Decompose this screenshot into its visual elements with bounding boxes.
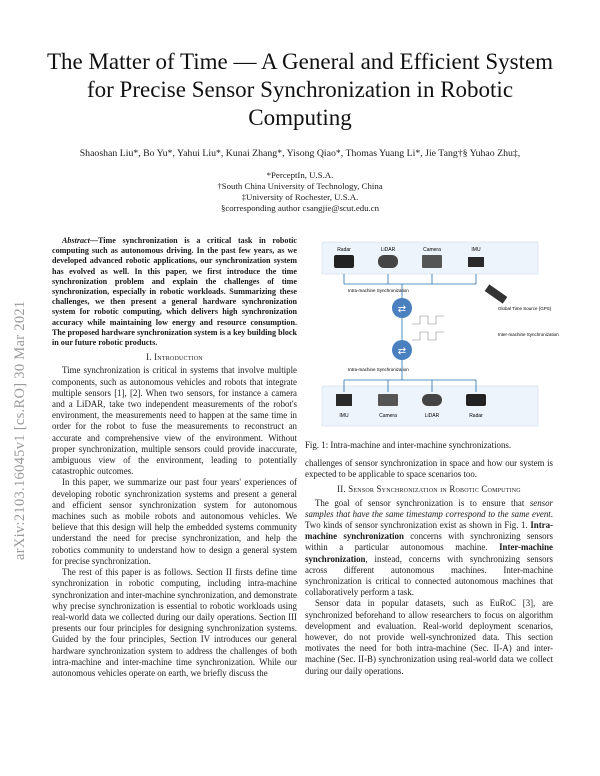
s2p1-bold-intra: Intra-machine synchronization (305, 520, 553, 542)
label-inter: Inter-machine Synchronization (498, 332, 559, 337)
figure-caption: Fig. 1: Intra-machine and inter-machine synchronizations. (305, 440, 512, 450)
imu-bottom-icon (336, 394, 352, 406)
label-lidar-bottom: LiDAR (424, 413, 440, 419)
radar-icon (334, 255, 354, 268)
imu-icon (468, 257, 484, 267)
abstract-label: Abstract (62, 236, 90, 245)
s2p1-b: . Two kinds of sensor synchronization exist as shown in Fig. 1. (305, 508, 553, 531)
figure-sync-diagram (320, 240, 559, 440)
intro-paragraph-2: In this paper, we summarize our past four years' experiences of developing robotic synchronization systems and present a general and efficient sensor synchronization system for autonomous machines such as mobile robots and autonomous vehicles. We believe that this design will help the embedded systems community understand the need for precise synchronization, and help the robotics community to understand how to design a general system for precise synchronization. (52, 477, 297, 566)
abstract-text: —Time synchronization is a critical task in robotic computing such as autonomous driving. In the past few years, as we developed advanced robotic applications, our synchronization system has evolved as well. In this paper, we first introduce the time synchronization problem and explain the challenges of time synchronization, especially in robotic workloads. Summarizing these challenges, we then present a general hardware synchronization system for robotic computing, which delivers high synchronization accuracy while maintaining low energy and resource consumption. The proposed hardware synchronization system is a key building block in our future robotic products. (52, 236, 297, 348)
section2-paragraph-1 (305, 498, 553, 599)
affiliation-scut: †South China University of Technology, China (217, 181, 383, 191)
left-column (52, 236, 297, 679)
affiliations (150, 170, 450, 214)
label-gps: Global Time Source (GPS) (498, 306, 552, 311)
gps-satellite-icon (485, 284, 508, 303)
label-intra-top: Intra-machine Synchronization (348, 288, 409, 293)
section-heading-sensor-sync: II. Sensor Synchronization in Robotic Computing (337, 484, 521, 495)
section2-paragraph-2: Sensor data in popular datasets, such as EuRoC [3], are synchronized beforehand to allow researchers to focus on algorithm development and evaluation. Real-world deployment scenarios, however, do not provide well-synchronized data. This section motivates the need for both intra-machine (Sec. II-A) and inter-machine (Sec. II-B) synchronization using real-world data we collect during our daily operations. (305, 598, 553, 676)
intro-paragraph-1: Time synchronization is critical in systems that involve multiple components, such as autonomous vehicles and robots that integrate multiple sensors [1], [2]. When two sensors, for instance a camera and a LiDAR, take two independent measurements of the robot's environment, the measurements need to happen at the same time in order for the robot to fuse the measurements to reconstruct an accurate and comprehensive view of the environment. Without proper synchronization, multiple sensors could provide inaccurate, ambiguous view of the environment, leading to potentially catastrophic outcomes. (52, 365, 297, 477)
label-radar-top: Radar (337, 247, 351, 253)
s2p1-emphasis: sensor samples that have the same timestamp correspond to the same event (305, 497, 553, 519)
intro-paragraph-3: The rest of this paper is as follows. Section II firsts define time synchronization in robotic computing, including intra-machine synchronization and inter-machine synchronization, and demonstrate why precise synchronization is essential to robotic workloads using real-world data we collected during our daily operations. Section III presents our four principles for designing synchronization systems. Guided by the four principles, Section IV introduces our general hardware synchronization system to address the challenges of both intra-machine and inter-machine time synchronization. While our autonomous vehicles operate on earth, we briefly discuss the (52, 567, 297, 678)
label-imu-top: IMU (471, 247, 481, 253)
affiliation-rochester: ‡University of Rochester, U.S.A. (241, 192, 359, 202)
label-intra-bottom: Intra-machine Synchronization (348, 367, 409, 372)
affiliation-perceptin: *PerceptIn, U.S.A. (266, 170, 334, 180)
abstract (52, 236, 297, 348)
arxiv-identifier: arXiv:2103.16045v1 [cs.RO] 30 Mar 2021 (12, 300, 28, 560)
s2p1-bold-inter: Inter-machine synchronization (305, 542, 553, 564)
label-lidar-top: LiDAR (380, 247, 396, 253)
section-heading-introduction: I. Introduction (146, 352, 203, 363)
label-camera-top: Camera (423, 247, 441, 253)
lidar-bottom-icon (422, 394, 442, 406)
lidar-icon (378, 255, 398, 268)
camera-icon (422, 255, 442, 268)
radar-bottom-icon (466, 394, 486, 406)
paper-title: The Matter of Time — A General and Efficient System for Precise Sensor Synchronization in Robotic Computing (46, 49, 554, 130)
s2p1-c: concerns with synchronizing sensors within a particular autonomous machine. (305, 531, 553, 553)
label-imu-bottom: IMU (339, 413, 349, 419)
continuation-paragraph: challenges of sensor synchronization in space and how our system is expected to be applicable to space scenarios too. (305, 458, 553, 480)
label-camera-bottom: Camera (379, 413, 397, 419)
affiliation-corresponding: §corresponding author csangjie@scut.edu.cn (220, 203, 380, 213)
s2p1-a: The goal of sensor synchronization is to ensure that (315, 497, 530, 508)
right-column (305, 458, 553, 677)
author-list: Shaoshan Liu*, Bo Yu*, Yahui Liu*, Kunai Zhang*, Yisong Qiao*, Thomas Yuang Li*, Jie Tang†§ Yuhao Zhu‡, (79, 148, 521, 159)
camera-bottom-icon (378, 394, 398, 406)
svg-text:⇄: ⇄ (397, 346, 407, 357)
label-radar-bottom: Radar (469, 413, 483, 419)
s2p1-d: , instead, concerns with synchronizing sensors across different autonomous machines. Inter-machine synchronization is critical to connected autonomous machines that collaboratively perform a task. (305, 553, 553, 598)
svg-text:⇄: ⇄ (397, 304, 407, 315)
